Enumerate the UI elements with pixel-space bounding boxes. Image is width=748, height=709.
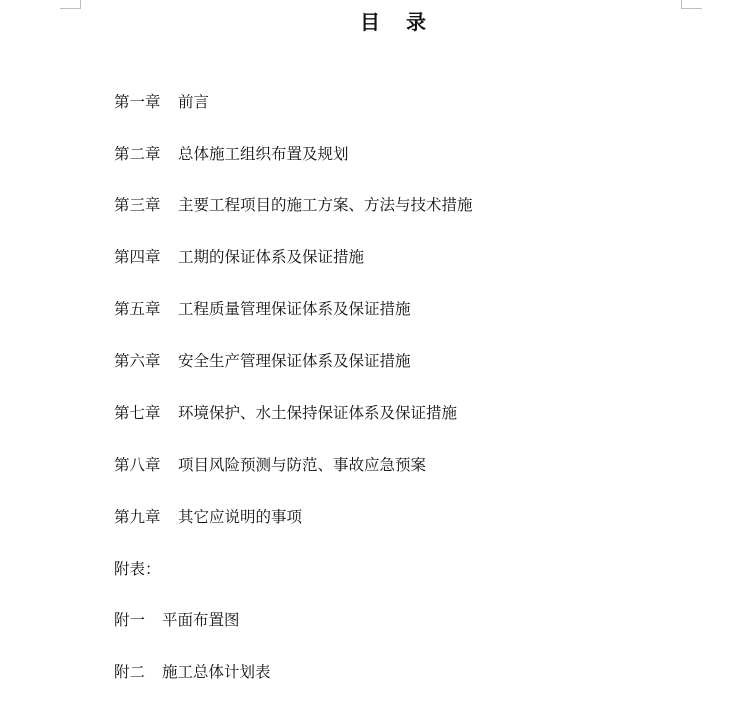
toc-entry-chapter-3: [114, 195, 473, 215]
toc-entry-chapter-4: [114, 247, 364, 267]
appendix-heading: 附表：: [114, 560, 161, 578]
toc-entry-appendix-2: [114, 662, 271, 682]
toc-entry-appendix-1: [114, 610, 240, 630]
chapter-title: 前言: [178, 93, 210, 111]
toc-entry-chapter-1: [114, 92, 209, 112]
chapter-number: 第七章: [114, 404, 161, 422]
toc-entry-chapter-5: [114, 299, 411, 319]
chapter-title: 安全生产管理保证体系及保证措施: [178, 352, 411, 370]
toc-entry-chapter-2: [114, 144, 349, 164]
chapter-title: 工程质量管理保证体系及保证措施: [178, 300, 411, 318]
chapter-title: 其它应说明的事项: [178, 508, 303, 526]
page-title: 目录: [360, 10, 452, 34]
chapter-number: 第八章: [114, 456, 161, 474]
chapter-number: 第五章: [114, 300, 161, 318]
appendix-title: 平面布置图: [162, 611, 240, 629]
chapter-number: 第四章: [114, 248, 161, 266]
chapter-title: 工期的保证体系及保证措施: [178, 248, 365, 266]
toc-entry-chapter-8: [114, 455, 426, 475]
toc-entry-chapter-7: [114, 403, 457, 423]
chapter-number: 第一章: [114, 93, 161, 111]
chapter-number: 第六章: [114, 352, 161, 370]
appendix-number: 附二: [114, 663, 146, 681]
chapter-number: 第二章: [114, 145, 161, 163]
chapter-title: 项目风险预测与防范、事故应急预案: [178, 456, 427, 474]
appendix-title: 施工总体计划表: [162, 663, 271, 681]
chapter-title: 总体施工组织布置及规划: [178, 145, 349, 163]
chapter-number: 第三章: [114, 196, 161, 214]
chapter-number: 第九章: [114, 508, 161, 526]
toc-entry-chapter-9: [114, 507, 302, 527]
chapter-title: 环境保护、水土保持保证体系及保证措施: [178, 404, 458, 422]
appendix-number: 附一: [114, 611, 146, 629]
toc-entry-chapter-6: [114, 351, 411, 371]
chapter-title: 主要工程项目的施工方案、方法与技术措施: [178, 196, 473, 214]
